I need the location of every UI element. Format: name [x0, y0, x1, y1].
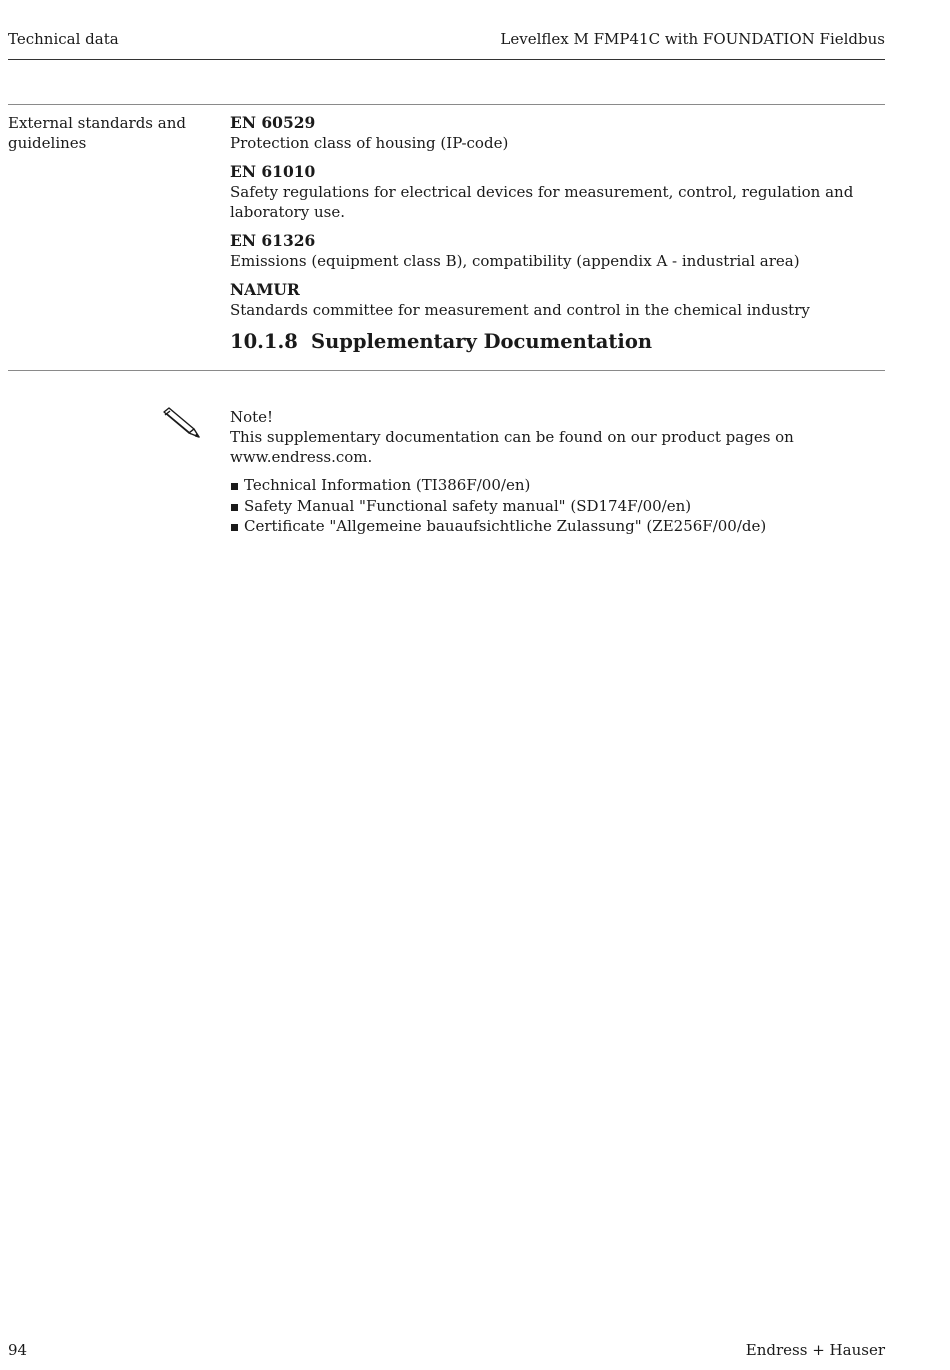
- bullet-icon: [231, 524, 238, 531]
- standards-list: [230, 113, 890, 329]
- standard-code: EN 61010: [230, 162, 316, 181]
- bullet-icon: [231, 483, 238, 490]
- list-item: [230, 516, 890, 537]
- header-rule: [8, 59, 885, 60]
- document-list: [230, 475, 890, 537]
- standard-code: NAMUR: [230, 280, 300, 299]
- document-name: Certificate "Allgemeine bauaufsichtliche Zulassung" (ZE256F/00/de): [244, 517, 767, 535]
- document-name: Safety Manual "Functional safety manual" (SD174F/00/en): [244, 496, 692, 515]
- section-divider: [8, 370, 885, 371]
- standards-label: External standards and guidelines: [8, 114, 186, 152]
- page-number: 94: [8, 1341, 28, 1359]
- standard-description: Safety regulations for electrical devices for measurement, control, regulation and laboratory use.: [230, 183, 854, 221]
- bullet-icon: [231, 504, 238, 511]
- pencil-note-icon: [160, 405, 202, 439]
- section-number: 10.1.8: [230, 330, 298, 353]
- standard-item: [230, 113, 890, 153]
- standard-item: [230, 280, 890, 320]
- section-heading: [230, 330, 652, 353]
- standard-item: [230, 162, 890, 222]
- note-heading: Note!: [230, 408, 274, 426]
- standard-code: EN 60529: [230, 113, 316, 132]
- standard-description: Protection class of housing (IP-code): [230, 134, 509, 152]
- standard-description: Standards committee for measurement and control in the chemical industry: [230, 301, 810, 319]
- footer-brand: Endress + Hauser: [745, 1341, 885, 1359]
- document-name: Technical Information (TI386F/00/en): [244, 476, 531, 494]
- standard-item: [230, 231, 890, 271]
- standards-divider: [8, 104, 885, 105]
- section-title: Supplementary Documentation: [311, 330, 653, 353]
- note-text: This supplementary documentation can be found on our product pages on www.endress.com.: [230, 428, 794, 466]
- list-item: [230, 475, 890, 496]
- header-product-title: Levelflex M FMP41C with FOUNDATION Fieldbus: [500, 30, 885, 48]
- header-section-title: Technical data: [8, 30, 119, 48]
- list-item: [230, 496, 890, 517]
- standard-code: EN 61326: [230, 231, 316, 250]
- standard-description: Emissions (equipment class B), compatibility (appendix A - industrial area): [230, 252, 800, 270]
- note-block: [230, 407, 890, 537]
